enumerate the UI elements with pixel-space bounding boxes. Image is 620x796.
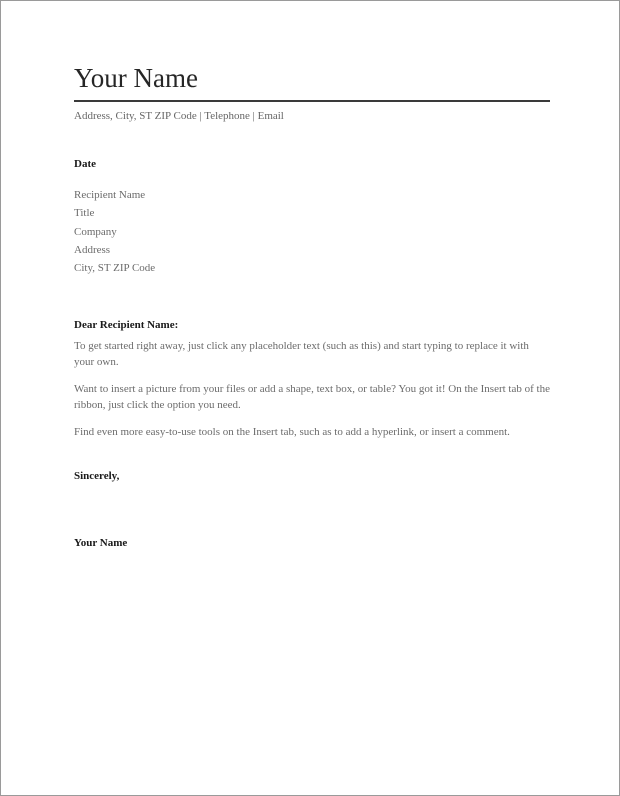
body-paragraph-2[interactable]: Want to insert a picture from your files or add a shape, text box, or table? You got it! On the Insert tab of the ribbon, just click the option you need. — [74, 383, 550, 411]
recipient-address-block — [74, 186, 155, 277]
heading-divider — [74, 100, 550, 102]
salutation-line[interactable]: Dear Recipient Name: — [74, 319, 179, 331]
letter-body — [74, 339, 550, 453]
signature-name[interactable]: Your Name — [74, 537, 128, 549]
closing-line[interactable]: Sincerely, — [74, 470, 120, 482]
sender-name-heading[interactable]: Your Name — [74, 63, 199, 93]
sender-contact-line[interactable]: Address, City, ST ZIP Code | Telephone | Email — [74, 110, 284, 122]
body-paragraph-1[interactable]: To get started right away, just click any placeholder text (such as this) and start typing to replace it with your own. — [74, 340, 529, 368]
date-field[interactable]: Date — [74, 158, 96, 170]
recipient-city-field[interactable]: City, ST ZIP Code — [74, 262, 156, 275]
recipient-title-field[interactable]: Title — [74, 207, 95, 220]
recipient-name-field[interactable]: Recipient Name — [74, 189, 146, 201]
recipient-address-field[interactable]: Address — [74, 243, 111, 256]
recipient-company-field[interactable]: Company — [74, 225, 117, 238]
body-paragraph-3[interactable]: Find even more easy-to-use tools on the Insert tab, such as to add a hyperlink, or insert a comment. — [74, 426, 510, 438]
